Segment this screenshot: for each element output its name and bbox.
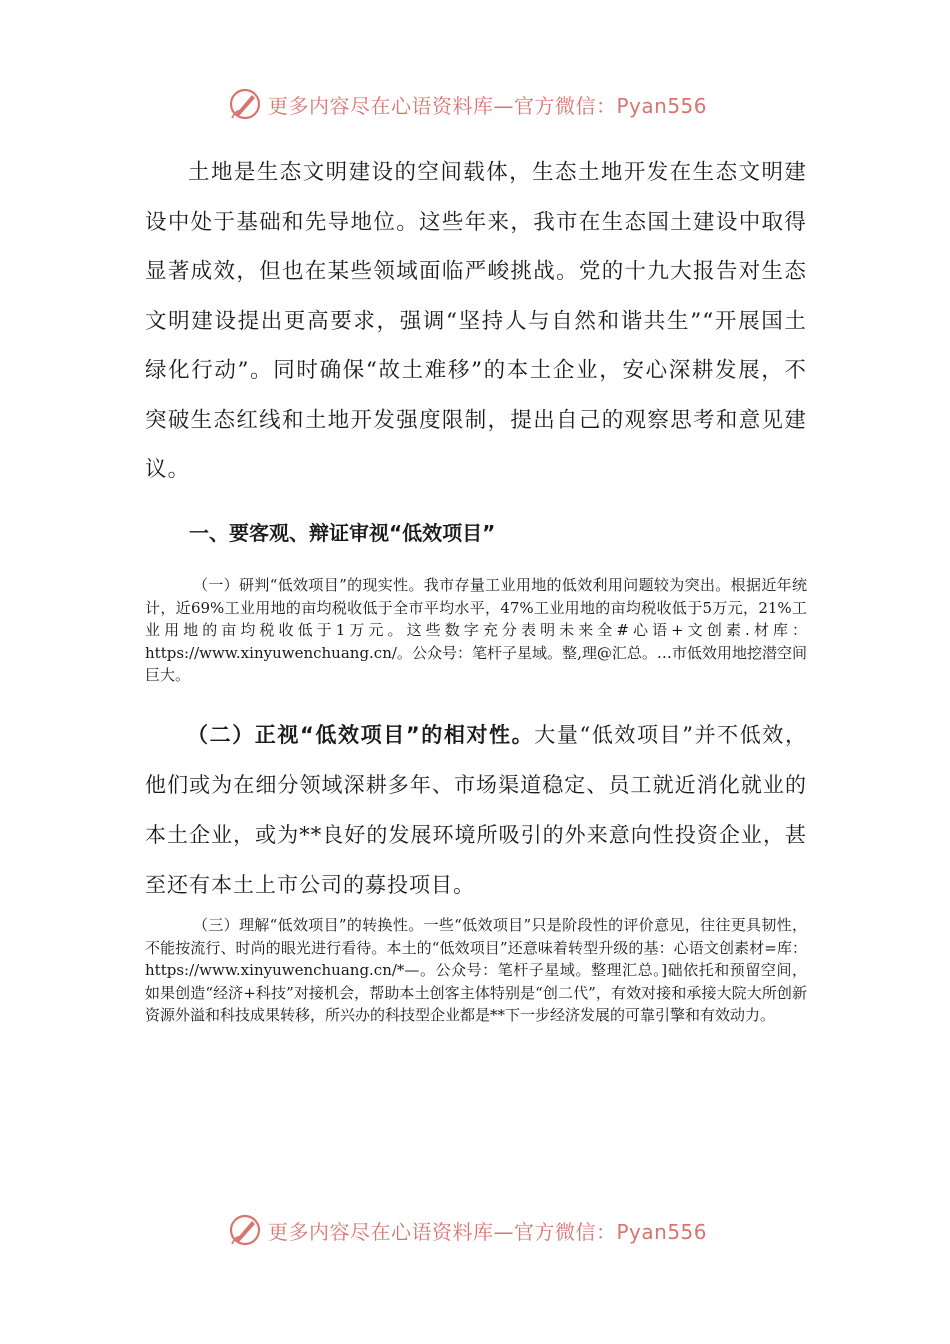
paragraph-2 <box>145 710 807 910</box>
intro-paragraph-block <box>145 148 807 495</box>
section-1-heading-block <box>145 518 807 548</box>
paragraph-1-block <box>145 574 807 687</box>
watermark-banner-bottom <box>228 1210 748 1250</box>
paragraph-2-lead: （二）正视“低效项目”的相对性。 <box>187 723 535 747</box>
paragraph-3-block <box>145 914 807 1027</box>
quill-logo-icon <box>228 1213 262 1247</box>
paragraph-2-block <box>145 710 807 910</box>
banner-text: 更多内容尽在心语资料库—官方微信：Pyan556 <box>268 1219 708 1244</box>
intro-paragraph: 土地是生态文明建设的空间载体，生态土地开发在生态文明建设中处于基础和先导地位。这些年来，我市在生态国土建设中取得显著成效，但也在某些领域面临严峻挑战。党的十九大报告对生态文明建设提出更高要求，强调“坚持人与自然和谐共生”“开展国土绿化行动”。同时确保“故土难移”的本土企业，安心深耕发展，不突破生态红线和土地开发强度限制，提出自己的观察思考和意见建议。 <box>145 160 807 482</box>
quill-logo-icon <box>228 87 262 121</box>
banner-text: 更多内容尽在心语资料库—官方微信：Pyan556 <box>268 93 708 118</box>
section-1-heading: 一、要客观、辩证审视“低效项目” <box>189 521 496 545</box>
paragraph-2-body: 大量“低效项目”并不低效，他们或为在细分领域深耕多年、市场渠道稳定、员工就近消化就业的本土企业，或为**良好的发展环境所吸引的外来意向性投资企业，甚至还有本土上市公司的募投项目。 <box>145 723 807 897</box>
watermark-banner-top <box>228 84 748 124</box>
paragraph-1: （一）研判“低效项目”的现实性。我市存量工业用地的低效利用问题较为突出。根据近年统计，近69%工业用地的亩均税收低于全市平均水平，47%工业用地的亩均税收低于5万元，21%工业用地的亩均税收低于1万元。这些数字充分表明未来全#心语+文创素.材库：https://www.xinyuwenchuang.cn/。公众号：笔杆子星域。整,理@汇总。…市低效用地挖潜空间巨大。 <box>145 576 807 684</box>
paragraph-3: （三）理解“低效项目”的转换性。一些“低效项目”只是阶段性的评价意见，往往更具韧性，不能按流行、时尚的眼光进行看待。本土的“低效项目”还意味着转型升级的基：心语文创素材=库：https://www.xinyuwenchuang.cn/*—。公众号：笔杆子星域。整理汇总。]础依托和预留空间，如果创造“经济+科技”对接机会，帮助本土创客主体特别是“创二代”，有效对接和承接大院大所创新资源外溢和科技成果转移，所兴办的科技型企业都是**下一步经济发展的可靠引擎和有效动力。 <box>145 916 807 1024</box>
